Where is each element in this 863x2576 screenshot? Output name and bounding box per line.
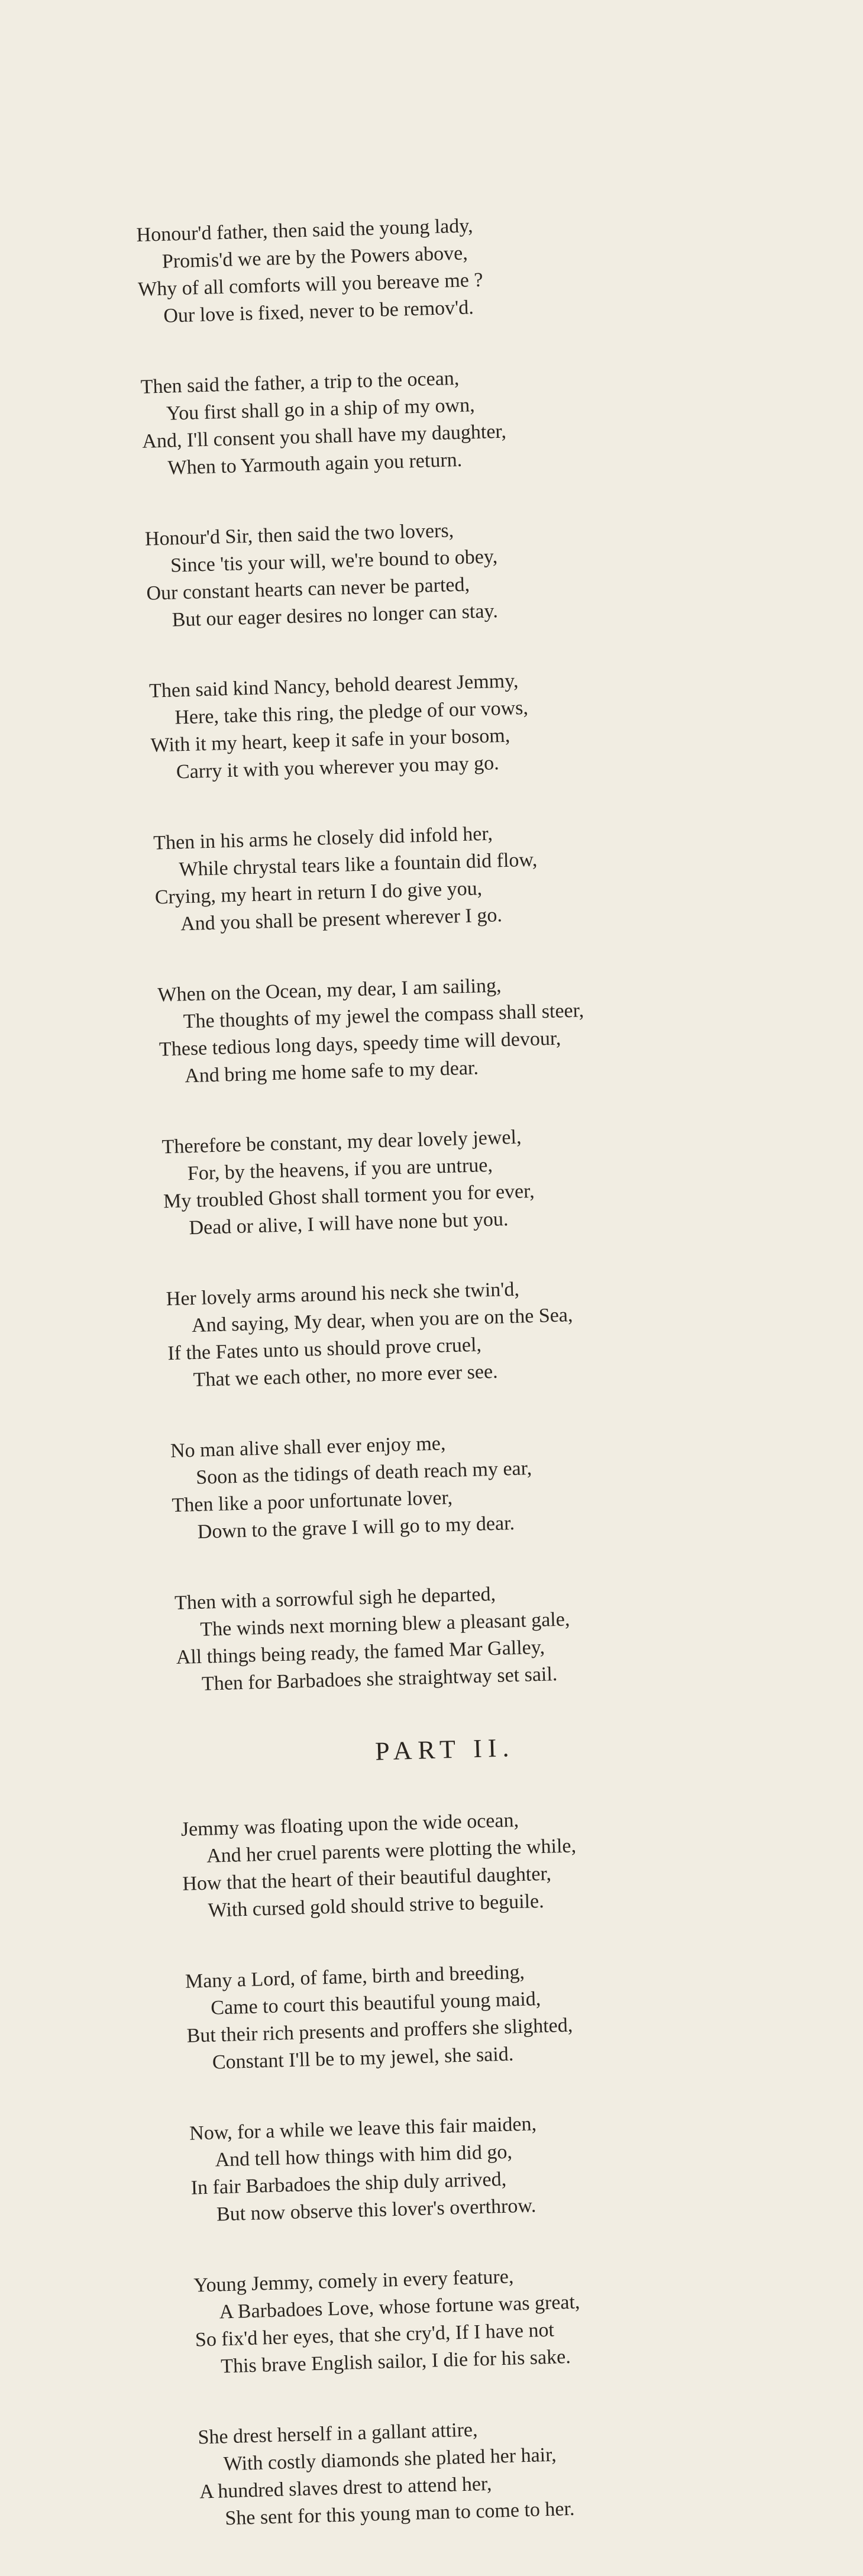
- verse-line: Since 'tis your will, we're bound to obey,: [170, 545, 498, 577]
- verse-line: She drest herself in a gallant attire,: [198, 2419, 478, 2449]
- verse-line: No man alive shall ever enjoy me,: [170, 1432, 446, 1463]
- verse-line: Constant I'll be to my jewel, she said.: [212, 2043, 514, 2074]
- verse-line: She sent for this young man to come to her.: [224, 2497, 575, 2530]
- verse-line: Dead or alive, I will have none but you.: [189, 1208, 509, 1239]
- verse-line: So fix'd her eyes, that she cry'd, If I have not: [195, 2319, 555, 2351]
- verse-line: And tell how things with him did go,: [215, 2141, 513, 2171]
- verse-line: Then with a sorrowful sigh he departed,: [174, 1583, 496, 1615]
- part-one: [136, 205, 780, 1699]
- verse-line: Then said the father, a trip to the ocean,: [140, 367, 460, 398]
- verse-line: A Barbadoes Love, whose fortune was great,: [219, 2291, 580, 2323]
- stanza: [174, 1573, 781, 1699]
- verse-line: Honour'd Sir, then said the two lovers,: [144, 519, 454, 550]
- verse-line: The thoughts of my jewel the compass shall steer,: [183, 999, 584, 1033]
- stanza: [198, 2407, 804, 2533]
- verse-line: Our love is fixed, never to be remov'd.: [163, 296, 474, 327]
- verse-line: Here, take this ring, the pledge of our vows,: [174, 696, 529, 729]
- part-two-heading: PART II.: [374, 1733, 516, 1766]
- verse-line: Now, for a while we leave this fair maiden,: [189, 2113, 537, 2145]
- stanza: [166, 1269, 772, 1394]
- verse-line: Came to court this beautiful young maid,: [210, 1988, 541, 2019]
- verse-line: But our eager desires no longer can stay.: [172, 600, 499, 631]
- stanza: [149, 661, 755, 786]
- stanza: [161, 1117, 768, 1242]
- verse-line: Her lovely arms around his neck she twin'd,: [166, 1278, 520, 1310]
- stanza: [153, 813, 759, 938]
- verse-line: When on the Ocean, my dear, I am sailing,: [157, 974, 502, 1006]
- verse-line: With cursed gold should strive to beguile.: [208, 1890, 545, 1922]
- verse-line: While chrystal tears like a fountain did flow,: [179, 848, 538, 881]
- verse-line: How that the heart of their beautiful daughter,: [182, 1862, 552, 1895]
- verse-line: When to Yarmouth again you return.: [167, 448, 463, 479]
- stanza: [144, 509, 751, 634]
- part-two: [180, 1799, 803, 2533]
- verse-line: You first shall go in a ship of my own,: [166, 394, 476, 425]
- stanza: [170, 1421, 776, 1547]
- verse-line: Then for Barbadoes she straightway set sail.: [201, 1663, 558, 1695]
- verse-line: Honour'd father, then said the young lady,: [136, 215, 474, 246]
- verse-line: All things being ready, the famed Mar Galley,: [176, 1636, 545, 1669]
- stanza: [180, 1799, 787, 1925]
- verse-line: That we each other, no more ever see.: [193, 1360, 499, 1392]
- verse-line: Therefore be constant, my dear lovely jewel,: [161, 1126, 522, 1158]
- verse-line: Young Jemmy, comely in every feature,: [193, 2265, 514, 2297]
- verse-line: But now observe this lover's overthrow.: [216, 2194, 536, 2226]
- verse-line: The winds next morning blew a pleasant gale,: [199, 1608, 570, 1641]
- poem-text: [136, 205, 805, 2576]
- stanza: [140, 357, 746, 482]
- verse-line: In fair Barbadoes the ship duly arrived,: [190, 2168, 507, 2199]
- stanza: [157, 965, 764, 1090]
- verse-line: A hundred slaves drest to attend her,: [199, 2472, 492, 2503]
- verse-line: Our constant hearts can never be parted,: [146, 573, 470, 605]
- stanza: [136, 205, 742, 331]
- verse-line: And saying, My dear, when you are on the Sea,: [191, 1304, 573, 1337]
- verse-line: Promis'd we are by the Powers above,: [161, 242, 468, 273]
- verse-line: Why of all comforts will you bereave me ?: [137, 269, 483, 301]
- verse-line: And bring me home safe to my dear.: [184, 1057, 479, 1087]
- stanza: [193, 2255, 800, 2381]
- verse-line: Down to the grave I will go to my dear.: [197, 1512, 515, 1543]
- stanza: [185, 1951, 791, 2077]
- verse-line: My troubled Ghost shall torment you for ever,: [163, 1180, 535, 1213]
- verse-line: Jemmy was floating upon the wide ocean,: [180, 1809, 519, 1841]
- verse-line: With it my heart, keep it safe in your bosom,: [150, 724, 510, 757]
- stanza: [189, 2103, 796, 2229]
- verse-line: Then said kind Nancy, behold dearest Jemmy,: [148, 670, 519, 702]
- verse-line: And her cruel parents were plotting the while,: [206, 1835, 577, 1867]
- verse-line: And you shall be present wherever I go.: [180, 904, 503, 935]
- verse-line: Many a Lord, of fame, birth and breeding,: [185, 1961, 525, 1993]
- verse-line: This brave English sailor, I die for his sake.: [220, 2345, 571, 2378]
- verse-line: Soon as the tidings of death reach my ear,: [195, 1457, 532, 1489]
- verse-line: If the Fates unto us should prove cruel,: [167, 1334, 482, 1365]
- verse-line: These tedious long days, speedy time will devour,: [159, 1027, 561, 1061]
- verse-line: And, I'll consent you shall have my daughter,: [141, 420, 507, 453]
- verse-line: Crying, my heart in return I do give you,: [154, 877, 483, 909]
- verse-line: With costly diamonds she plated her hair,: [223, 2443, 557, 2475]
- verse-line: Carry it with you wherever you may go.: [176, 752, 500, 783]
- verse-line: For, by the heavens, if you are untrue,: [187, 1154, 493, 1185]
- verse-line: But their rich presents and proffers she slighted,: [186, 2014, 573, 2047]
- verse-line: Then like a poor unfortunate lover,: [172, 1486, 453, 1517]
- verse-line: Then in his arms he closely did infold her,: [153, 822, 493, 854]
